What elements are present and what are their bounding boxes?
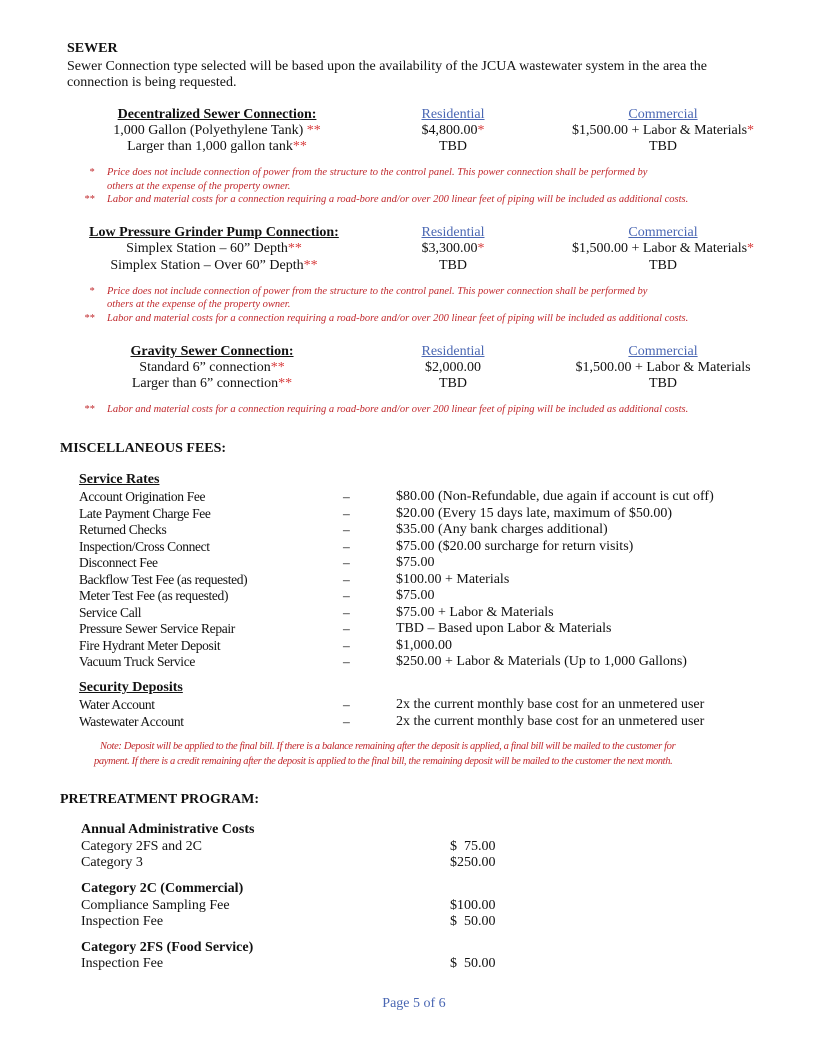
security-deposits-title: Security Deposits [79, 680, 183, 695]
note-text: others at the expense of the property owner. [107, 299, 291, 310]
gravity-col-residential: Residential [421, 344, 485, 359]
gravity-title: Gravity Sewer Connection: [130, 344, 294, 359]
fee-label: Water Account [79, 697, 155, 712]
fee-dash: – [343, 621, 350, 636]
gravity-row-commercial: $1,500.00 + Labor & Materials [575, 360, 751, 375]
fee-label: Returned Checks [79, 522, 167, 537]
grinder-row-label: Simplex Station – 60” Depth** [126, 241, 302, 256]
decentralized-row-residential: $4,800.00* [421, 123, 485, 138]
note-mark: ** [84, 194, 95, 205]
fee-value: $75.00 ($20.00 surcharge for return visits) [396, 538, 634, 554]
fee-value: $80.00 (Non-Refundable, due again if account is cut off) [396, 489, 714, 504]
sewer-intro-line-2: connection is being requested. [67, 75, 237, 90]
grinder-row-label: Simplex Station – Over 60” Depth** [110, 258, 318, 273]
note-mark: ** [84, 313, 95, 324]
fee-dash: – [343, 713, 350, 729]
pretreatment-row-label: Compliance Sampling Fee [81, 898, 230, 913]
note-mark: ** [84, 404, 95, 415]
fee-value: $75.00 [396, 555, 435, 570]
gravity-row-label: Larger than 6” connection** [131, 376, 293, 391]
fee-value: 2x the current monthly base cost for an unmetered user [396, 697, 705, 712]
fee-label: Late Payment Charge Fee [79, 505, 211, 521]
fee-dash: – [343, 604, 350, 620]
decentralized-col-residential: Residential [421, 107, 485, 122]
decentralized-row-commercial: $1,500.00 + Labor & Materials* [571, 123, 755, 138]
pretreatment-group-title: Category 2C (Commercial) [81, 881, 244, 896]
decentralized-row-label: 1,000 Gallon (Polyethylene Tank) ** [113, 123, 321, 138]
fee-dash: – [343, 654, 350, 669]
fee-dash: – [343, 538, 350, 554]
grinder-col-residential: Residential [421, 225, 485, 240]
fee-dash: – [343, 505, 350, 521]
deposit-note-line-1: Note: Deposit will be applied to the final bill. If there is a balance remaining after the deposit is applied, a final bill will be mailed to the customer for [100, 741, 676, 752]
pretreatment-heading: PRETREATMENT PROGRAM: [60, 792, 259, 807]
decentralized-title: Decentralized Sewer Connection: [117, 107, 317, 122]
grinder-title: Low Pressure Grinder Pump Connection: [89, 225, 339, 240]
pretreatment-group-title: Annual Administrative Costs [81, 822, 255, 837]
fee-dash: – [343, 697, 350, 712]
fee-dash: – [343, 489, 350, 504]
pretreatment-row-label: Inspection Fee [81, 914, 164, 929]
fee-dash: – [343, 637, 350, 653]
pretreatment-row-value: $ 50.00 [450, 956, 496, 971]
pretreatment-row-label: Category 2FS and 2C [81, 839, 202, 854]
fee-dash: – [343, 522, 350, 537]
note-text: Labor and material costs for a connection requiring a road-bore and/or over 200 linear feet of piping will be included as additional costs. [107, 404, 689, 415]
gravity-row-commercial: TBD [649, 376, 677, 391]
sewer-heading: SEWER [67, 41, 118, 56]
note-text: Labor and material costs for a connection requiring a road-bore and/or over 200 linear feet of piping will be included as additional costs. [107, 194, 689, 205]
fee-label: Account Origination Fee [79, 489, 206, 504]
grinder-row-commercial: $1,500.00 + Labor & Materials* [571, 241, 755, 256]
fee-dash: – [343, 588, 350, 603]
fee-label: Disconnect Fee [79, 555, 158, 570]
fee-label: Vacuum Truck Service [79, 654, 195, 669]
decentralized-col-commercial: Commercial [628, 107, 698, 122]
gravity-row-residential: $2,000.00 [425, 360, 481, 375]
grinder-row-residential: TBD [439, 258, 467, 273]
decentralized-row-label: Larger than 1,000 gallon tank** [127, 139, 307, 154]
fee-value: $20.00 (Every 15 days late, maximum of $50.00) [396, 505, 673, 521]
misc-heading: MISCELLANEOUS FEES: [60, 441, 227, 456]
fee-value: TBD – Based upon Labor & Materials [396, 621, 612, 636]
gravity-col-commercial: Commercial [628, 344, 698, 359]
fee-value: 2x the current monthly base cost for an unmetered user [396, 713, 705, 729]
note-text: others at the expense of the property owner. [107, 181, 291, 192]
pretreatment-row-value: $ 75.00 [450, 839, 496, 854]
gravity-row-residential: TBD [439, 376, 467, 391]
fee-dash: – [343, 555, 350, 570]
note-text: Price does not include connection of power from the structure to the control panel. This power connection shall be performed by [107, 286, 648, 297]
fee-value: $35.00 (Any bank charges additional) [396, 522, 608, 537]
pretreatment-row-label: Category 3 [81, 855, 143, 870]
sewer-intro-line-1: Sewer Connection type selected will be based upon the availability of the JCUA wastewater system in the area the [67, 59, 707, 74]
fee-label: Inspection/Cross Connect [79, 538, 210, 554]
fee-value: $100.00 + Materials [396, 571, 510, 587]
gravity-row-label: Standard 6” connection** [139, 360, 285, 375]
note-mark: * [89, 167, 95, 178]
pretreatment-row-value: $ 50.00 [450, 914, 496, 929]
fee-label: Pressure Sewer Service Repair [79, 621, 235, 636]
note-text: Price does not include connection of power from the structure to the control panel. This power connection shall be performed by [107, 167, 648, 178]
pretreatment-row-label: Inspection Fee [81, 956, 164, 971]
pretreatment-row-value: $250.00 [450, 855, 496, 870]
fee-value: $1,000.00 [396, 637, 452, 653]
pretreatment-row-value: $100.00 [450, 898, 496, 913]
fee-label: Service Call [79, 604, 142, 620]
grinder-row-commercial: TBD [649, 258, 677, 273]
deposit-note-line-2: payment. If there is a credit remaining after the deposit is applied to the final bill, the remaining deposit will be mailed to the customer the next month. [94, 756, 673, 767]
fee-value: $75.00 [396, 588, 435, 603]
decentralized-row-residential: TBD [439, 139, 467, 154]
service-rates-title: Service Rates [79, 472, 160, 487]
note-mark: * [89, 286, 95, 297]
pretreatment-group-title: Category 2FS (Food Service) [81, 940, 254, 955]
fee-value: $75.00 + Labor & Materials [396, 604, 554, 620]
grinder-col-commercial: Commercial [628, 225, 698, 240]
fee-label: Meter Test Fee (as requested) [79, 588, 229, 603]
fee-label: Backflow Test Fee (as requested) [79, 571, 248, 587]
fee-label: Fire Hydrant Meter Deposit [79, 637, 221, 653]
page-number: Page 5 of 6 [382, 996, 446, 1011]
grinder-row-residential: $3,300.00* [421, 241, 485, 256]
decentralized-row-commercial: TBD [649, 139, 677, 154]
note-text: Labor and material costs for a connection requiring a road-bore and/or over 200 linear feet of piping will be included as additional costs. [107, 313, 689, 324]
fee-value: $250.00 + Labor & Materials (Up to 1,000 Gallons) [396, 654, 687, 669]
fee-label: Wastewater Account [79, 713, 184, 729]
fee-dash: – [343, 571, 350, 587]
